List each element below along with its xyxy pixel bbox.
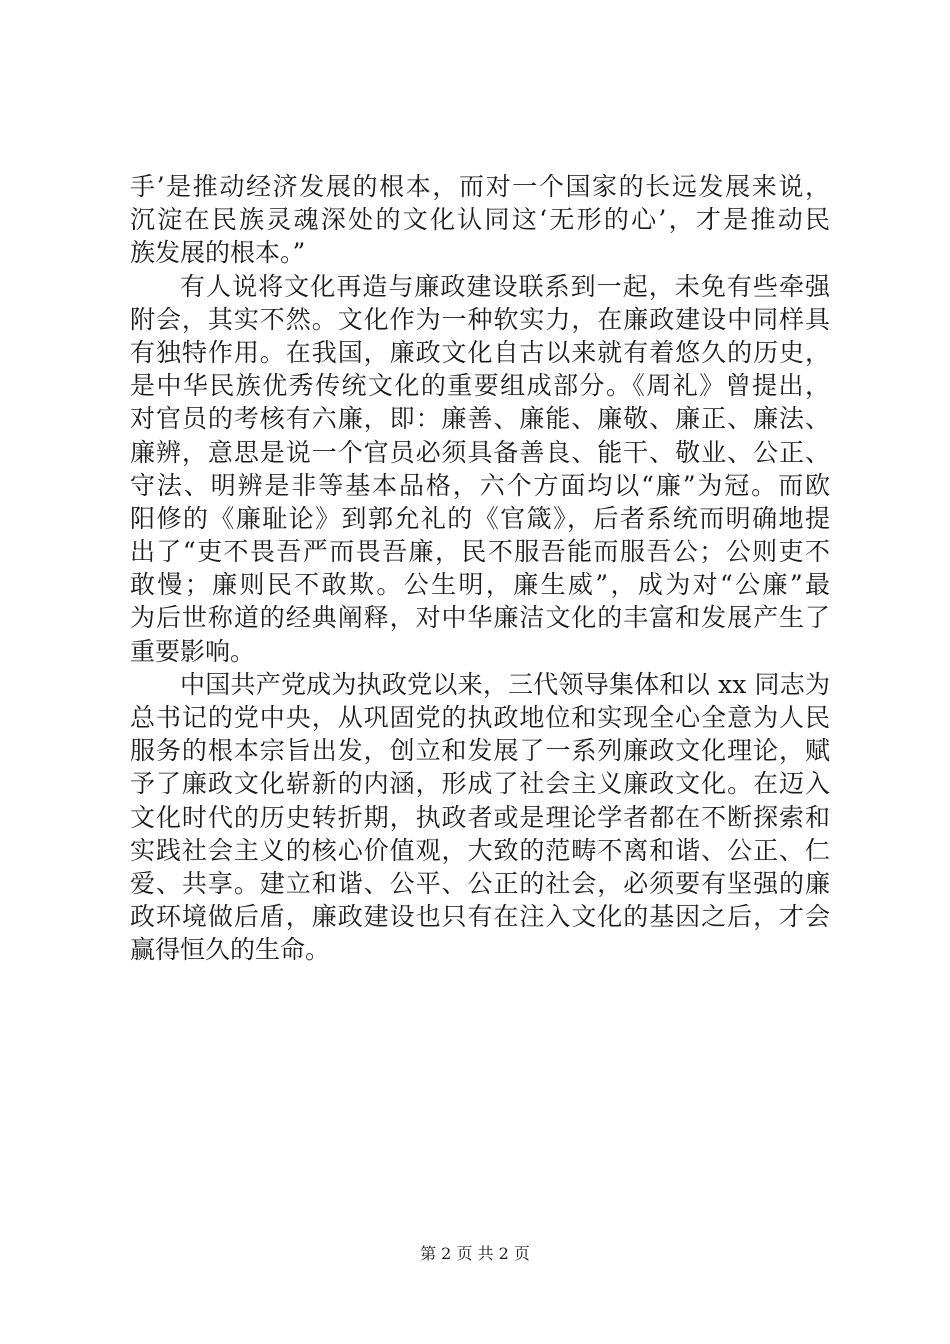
- document-body: [130, 170, 830, 967]
- text-line: 赢得恒久的生命。: [130, 935, 331, 965]
- text-line: 手’是推动经济发展的根本，而对一个国家的长远发展来说，: [130, 172, 830, 201]
- text-line: 服务的根本宗旨出发，创立和发展了一系列廉政文化理论，赋: [130, 736, 830, 766]
- text-line: 是中华民族优秀传统文化的重要组成部分。《周礼》曾提出，: [130, 371, 830, 401]
- text-line: 予了廉政文化崭新的内涵，形成了社会主义廉政文化。在迈入: [130, 769, 830, 799]
- paragraph-first-line: 中国共产党成为执政党以来，三代领导集体和以 xx 同志为: [180, 669, 830, 699]
- text-line: 附会，其实不然。文化作为一种软实力，在廉政建设中同样具: [130, 304, 830, 334]
- text-line: 族发展的根本。”: [130, 238, 306, 268]
- text-line: 为后世称道的经典阐释，对中华廉洁文化的丰富和发展产生了: [130, 603, 830, 633]
- text-line: 对官员的考核有六廉，即：廉善、廉能、廉敬、廉正、廉法、: [130, 404, 830, 434]
- text-line: 廉辨，意思是说一个官员必须具备善良、能干、敬业、公正、: [130, 437, 830, 467]
- text-line: 政环境做后盾，廉政建设也只有在注入文化的基因之后，才会: [130, 902, 830, 932]
- text-line: 实践社会主义的核心价值观，大致的范畴不离和谐、公正、仁: [130, 835, 830, 865]
- text-line: 重要影响。: [130, 636, 256, 666]
- text-line: 爱、共享。建立和谐、公平、公正的社会，必须要有坚强的廉: [130, 868, 830, 898]
- text-line: 沉淀在民族灵魂深处的文化认同这‘无形的心’，才是推动民: [130, 205, 830, 235]
- text-line: 出了“吏不畏吾严而畏吾廉，民不服吾能而服吾公；公则吏不: [130, 537, 830, 567]
- text-line: 阳修的《廉耻论》到郭允礼的《官箴》，后者系统而明确地提: [130, 503, 830, 533]
- paragraph-first-line: 有人说将文化再造与廉政建设联系到一起，未免有些牵强: [180, 271, 830, 301]
- page-footer: 第 2 页 共 2 页: [420, 1244, 530, 1263]
- text-line: 敢慢；廉则民不敢欺。公生明，廉生威”，成为对“公廉”最: [130, 570, 830, 600]
- text-line: 守法、明辨是非等基本品格，六个方面均以“廉”为冠。而欧: [130, 470, 830, 500]
- text-line: 文化时代的历史转折期，执政者或是理论学者都在不断探索和: [130, 802, 830, 832]
- text-line: 总书记的党中央，从巩固党的执政地位和实现全心全意为人民: [130, 703, 830, 732]
- text-line: 有独特作用。在我国，廉政文化自古以来就有着悠久的历史，: [130, 337, 830, 367]
